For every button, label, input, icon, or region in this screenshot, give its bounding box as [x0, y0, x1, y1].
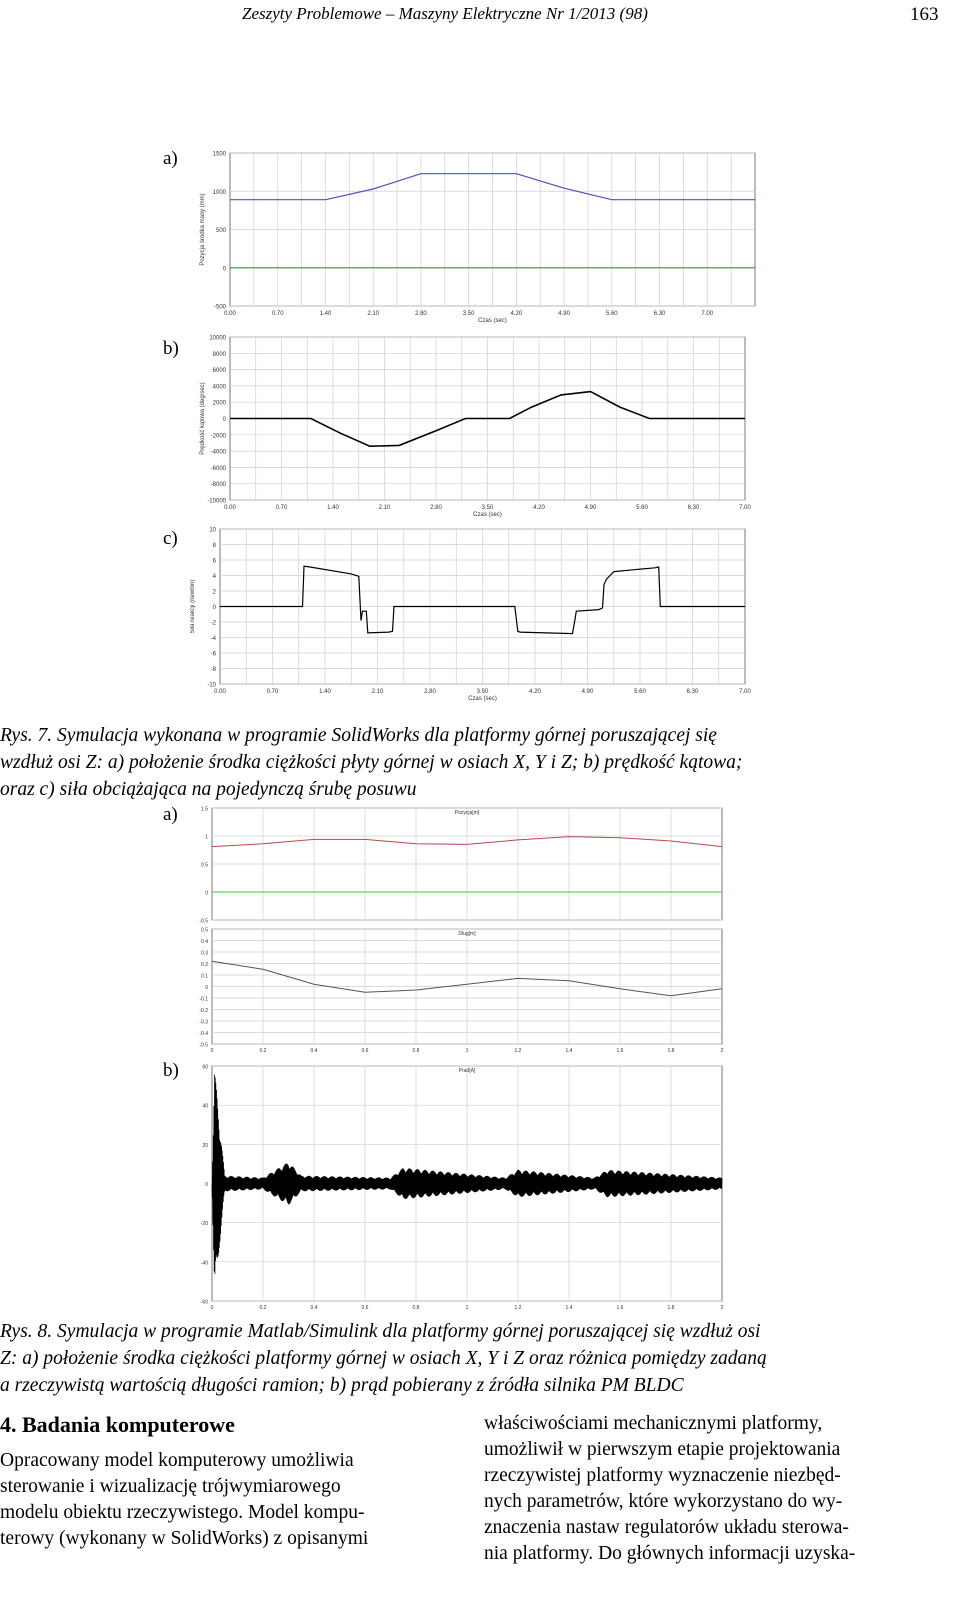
fig7-label-a: a) — [163, 148, 178, 169]
text-line: nych parametrów, które wykorzystano do wy- — [484, 1491, 843, 1512]
text-line: rzeczywistej platformy wyznaczenie niezbęd- — [484, 1465, 841, 1486]
x-tick-label: 2.10 — [378, 505, 391, 511]
x-tick-label: 5.60 — [636, 505, 648, 511]
fig8-caption-line: a rzeczywistą wartością długości ramion; b) prąd pobierany z źródła silnika PM BLDC — [0, 1375, 684, 1396]
chart-title: Dlug[m] — [458, 931, 476, 937]
x-tick-label: 1.8 — [667, 1048, 675, 1054]
fig8-label-a: a) — [163, 804, 178, 825]
x-tick-label: 6.30 — [686, 689, 699, 695]
y-tick-label: 4 — [212, 574, 216, 580]
y-axis-label: Prędkość kątowa (deg/sec) — [200, 382, 206, 455]
y-tick-label: -6 — [210, 651, 216, 658]
x-tick-label: 2 — [720, 1305, 724, 1311]
x-tick-label: 0 — [210, 1048, 214, 1054]
fig7-caption-line: oraz c) siła obciążająca na pojedynczą śrubę posuwu — [0, 779, 417, 800]
text-line: znaczenia nastaw regulatorów układu sterowa- — [484, 1517, 849, 1538]
x-tick-label: 0.00 — [224, 505, 236, 511]
x-tick-label: 7.00 — [701, 311, 714, 317]
x-tick-label: 7.00 — [739, 505, 751, 511]
x-tick-label: 2.80 — [430, 505, 442, 511]
chart-title: Prad[A] — [458, 1068, 476, 1074]
x-tick-label: 3.50 — [481, 505, 494, 511]
text-line: Opracowany model komputerowy umożliwia — [0, 1450, 354, 1471]
x-tick-label: 6.30 — [687, 505, 700, 511]
x-tick-label: 0.70 — [275, 505, 288, 511]
y-tick-label: -10000 — [207, 498, 226, 505]
y-tick-label: 1 — [205, 834, 208, 841]
fig7a-position-chart — [190, 140, 770, 335]
x-axis-label: Czas (sec) — [468, 696, 497, 702]
x-tick-label: 0 — [210, 1305, 214, 1311]
fig8-label-b: b) — [163, 1060, 179, 1081]
y-tick-label: 0 — [205, 985, 208, 991]
y-tick-label: -8000 — [210, 482, 226, 489]
x-tick-label: 1.6 — [616, 1048, 624, 1054]
x-tick-label: 0.8 — [412, 1305, 420, 1311]
x-tick-label: 1 — [465, 1305, 469, 1311]
x-tick-label: 0.6 — [361, 1048, 369, 1054]
section-heading: 4. Badania komputerowe — [0, 1412, 235, 1437]
x-tick-label: 4.90 — [581, 689, 594, 695]
x-tick-label: 2.80 — [424, 689, 436, 695]
y-tick-label: -40 — [200, 1260, 208, 1267]
x-tick-label: 1.2 — [514, 1305, 522, 1311]
fig8b-current-chart — [192, 1060, 727, 1312]
y-tick-label: -0.5 — [199, 918, 208, 925]
y-tick-label: -2000 — [210, 433, 226, 440]
y-tick-label: 0.5 — [201, 927, 208, 934]
x-tick-label: 0.00 — [224, 311, 236, 317]
x-tick-label: 0.4 — [310, 1305, 318, 1311]
x-tick-label: 0.70 — [271, 311, 284, 317]
y-axis-label: Pozycja środka masy (mm) — [200, 193, 206, 266]
fig8-caption-line: Rys. 8. Symulacja w programie Matlab/Simulink dla platformy górnej poruszającej się wzdłuż osi — [0, 1321, 761, 1342]
x-axis-label: Czas (sec) — [478, 318, 507, 324]
x-tick-label: 0.6 — [361, 1305, 369, 1311]
y-tick-label: 500 — [215, 228, 226, 234]
y-tick-label: 10 — [209, 527, 216, 534]
page-number: 163 — [910, 4, 939, 25]
y-tick-label: 0 — [205, 1182, 208, 1188]
text-line: sterowanie i wizualizację trójwymiarowego — [0, 1476, 341, 1497]
y-tick-label: 1500 — [212, 151, 226, 158]
y-tick-label: -0.5 — [199, 1042, 208, 1049]
y-tick-label: 40 — [202, 1103, 208, 1110]
x-axis-label: Czas (sec) — [473, 512, 502, 518]
x-tick-label: 0.70 — [266, 689, 279, 695]
fig7b-angular-velocity-chart — [190, 330, 770, 525]
x-tick-label: 0.2 — [259, 1305, 267, 1311]
y-tick-label: -20 — [200, 1221, 208, 1228]
x-tick-label: 6.30 — [653, 311, 666, 317]
x-tick-label: 1.40 — [319, 689, 331, 695]
x-tick-label: 4.90 — [558, 311, 570, 317]
y-tick-label: 0.2 — [201, 962, 208, 968]
y-tick-label: -60 — [200, 1299, 208, 1306]
fig7-caption-line: wzdłuż osi Z: a) położenie środka ciężkości płyty górnej w osiach X, Y i Z; b) prędkość kątowa; — [0, 752, 743, 773]
x-tick-label: 4.20 — [510, 311, 523, 317]
x-tick-label: 0.8 — [412, 1048, 420, 1054]
y-tick-label: 8 — [212, 543, 216, 549]
y-tick-label: 0.3 — [201, 950, 208, 957]
text-line: modelu obiektu rzeczywistego. Model kompu- — [0, 1502, 365, 1523]
fig8a-length-difference-chart — [192, 924, 727, 1056]
fig7-label-b: b) — [163, 338, 179, 359]
left-column-text — [0, 1448, 445, 1552]
text-line: umożliwił w pierwszym etapie projektowania — [484, 1439, 841, 1460]
y-tick-label: 6 — [212, 558, 216, 565]
text-line: właściwościami mechanicznymi platformy, — [484, 1413, 823, 1434]
y-tick-label: 8000 — [212, 351, 226, 358]
y-tick-label: 2 — [212, 589, 216, 596]
fig7-caption — [0, 722, 950, 803]
x-tick-label: 3.50 — [462, 311, 475, 317]
y-tick-label: 0.4 — [201, 939, 208, 945]
y-tick-label: -0.2 — [199, 1008, 208, 1014]
x-tick-label: 0.4 — [310, 1048, 318, 1054]
x-tick-label: 3.50 — [476, 689, 489, 695]
y-tick-label: 6000 — [212, 368, 226, 375]
x-tick-label: 4.90 — [584, 505, 597, 511]
x-tick-label: 5.60 — [605, 311, 618, 317]
fig8a-position-chart — [192, 805, 727, 925]
y-tick-label: 1000 — [212, 189, 226, 196]
x-tick-label: 1.40 — [327, 505, 339, 511]
y-tick-label: 10000 — [209, 335, 226, 342]
x-tick-label: 2.10 — [367, 311, 380, 317]
y-tick-label: -4 — [210, 636, 216, 642]
y-tick-label: -0.3 — [199, 1019, 208, 1026]
x-tick-label: 7.00 — [739, 689, 751, 695]
fig7c-reaction-force-chart — [190, 522, 770, 702]
y-tick-label: -8 — [210, 667, 216, 673]
journal-header: Zeszyty Problemowe – Maszyny Elektryczne Nr 1/2013 (98) — [242, 4, 648, 23]
y-tick-label: -0.4 — [199, 1031, 208, 1037]
y-tick-label: 60 — [202, 1064, 208, 1071]
x-tick-label: 1.40 — [319, 311, 332, 317]
x-tick-label: 0.2 — [259, 1048, 267, 1054]
fig7-label-c: c) — [163, 528, 178, 549]
fig8-caption — [0, 1318, 955, 1399]
y-tick-label: -10 — [207, 682, 216, 689]
x-tick-label: 2 — [720, 1048, 724, 1054]
y-tick-label: 2000 — [212, 400, 226, 407]
x-tick-label: 1.8 — [667, 1305, 675, 1311]
y-axis-label: Siła reakcji (newton) — [190, 579, 196, 634]
x-tick-label: 4.20 — [529, 689, 541, 695]
x-tick-label: 2.10 — [371, 689, 384, 695]
y-tick-label: -0.1 — [199, 996, 208, 1003]
y-tick-label: 0 — [205, 890, 208, 897]
y-tick-label: -4000 — [210, 449, 226, 456]
y-tick-label: 0.5 — [201, 862, 208, 869]
y-tick-label: 0.1 — [201, 973, 208, 980]
y-tick-label: 0 — [212, 605, 216, 611]
fig7-caption-line: Rys. 7. Symulacja wykonana w programie SolidWorks dla platformy górnej poruszającej się — [0, 725, 717, 746]
fig8-caption-line: Z: a) położenie środka ciężkości platformy górnej w osiach X, Y i Z oraz różnica pomiędzy zadaną — [0, 1348, 767, 1369]
x-tick-label: 4.20 — [533, 505, 545, 511]
y-tick-label: -2 — [210, 620, 216, 627]
x-tick-label: 1 — [465, 1048, 469, 1054]
y-tick-label: 0 — [222, 417, 226, 423]
x-tick-label: 1.4 — [565, 1048, 573, 1054]
y-tick-label: 1.5 — [201, 806, 208, 813]
y-tick-label: 0 — [222, 266, 226, 273]
y-tick-label: 20 — [202, 1142, 208, 1149]
y-tick-label: -6000 — [210, 465, 226, 472]
x-tick-label: 1.6 — [616, 1305, 624, 1311]
y-tick-label: 4000 — [212, 384, 226, 391]
x-tick-label: 5.60 — [634, 689, 646, 695]
y-tick-label: -500 — [213, 304, 226, 311]
right-column-text — [484, 1411, 929, 1567]
x-tick-label: 0.00 — [214, 689, 226, 695]
chart-title: Pozycja[m] — [454, 810, 480, 816]
x-tick-label: 1.4 — [565, 1305, 573, 1311]
text-line: nia platformy. Do głównych informacji uzyska- — [484, 1543, 856, 1564]
x-tick-label: 2.80 — [415, 311, 427, 317]
x-tick-label: 1.2 — [514, 1048, 522, 1054]
text-line: terowy (wykonany w SolidWorks) z opisanymi — [0, 1528, 369, 1549]
